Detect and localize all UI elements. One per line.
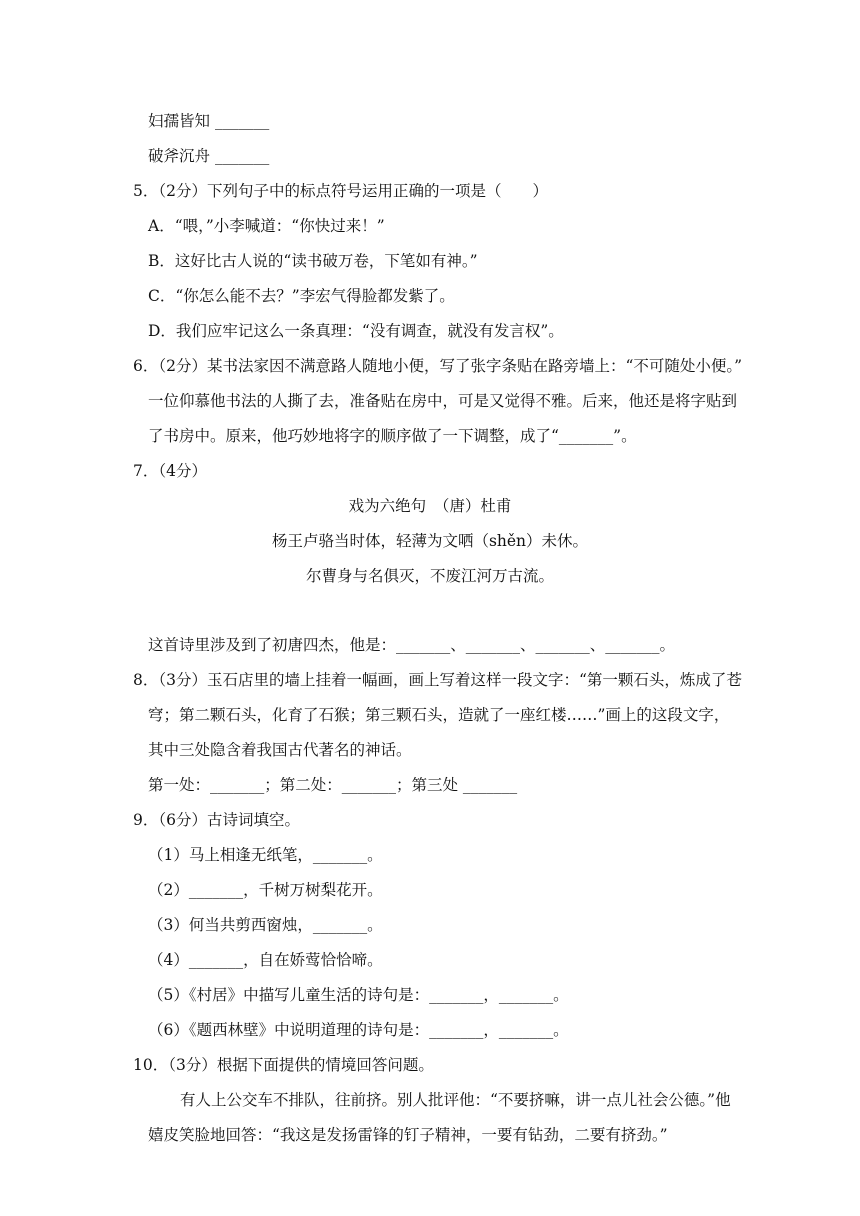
question-8-line: 8．（3分）玉石店里的墙上挂着一幅画，画上写着这样一段文字：“第一颗石头，炼成了苍 (133, 671, 742, 689)
question-9-item: （3）何当共剪西窗烛，_______。 (148, 916, 383, 934)
poem-line: 杨王卢骆当时体，轻薄为文哂（shěn）未休。 (271, 532, 589, 550)
question-6-line: 了书房中。原来，他巧妙地将字的顺序做了一下调整，成了“_______”。 (148, 427, 637, 445)
question-5-option-a: A．“喂，”小李喊道：“你快过来！” (148, 217, 385, 235)
question-5-stem: 5．（2分）下列句子中的标点符号运用正确的一项是（ ） (133, 182, 548, 200)
question-5-option-c: C．“你怎么能不去？”李宏气得脸都发紫了。 (148, 287, 455, 305)
question-8-line: 其中三处隐含着我国古代著名的神话。 (148, 741, 412, 759)
question-8-line: 穹；第二颗石头，化育了石猴；第三颗石头，造就了一座红楼……”画上的这段文字， (148, 706, 730, 724)
question-10-passage-line: 嬉皮笑脸地回答：“我这是发扬雷锋的钉子精神，一要有钻劲，二要有挤劲。” (148, 1126, 668, 1144)
answer-blank: _______ (214, 112, 270, 130)
question-9-item: （6）《题西林壁》中说明道理的诗句是：_______，_______。 (148, 1021, 569, 1039)
idiom-text: 破斧沉舟 (148, 147, 211, 165)
question-9-item: （2）_______，千树万树梨花开。 (148, 881, 383, 899)
question-7-stem: 7．（4分） (133, 462, 207, 480)
question-9-item: （1）马上相逢无纸笔，_______。 (148, 846, 383, 864)
question-7-prompt: 这首诗里涉及到了初唐四杰，他是：_______、_______、_______、_______。 (148, 636, 676, 654)
question-9-item: （4）_______，自在娇莺恰恰啼。 (148, 951, 383, 969)
idiom-item (148, 111, 269, 131)
question-9-stem: 9．（6分）古诗词填空。 (133, 811, 300, 829)
answer-blank: _______ (214, 147, 270, 165)
poem-title: 戏为六绝句 （唐）杜甫 (348, 497, 512, 515)
question-10-stem: 10．（3分）根据下面提供的情境回答问题。 (133, 1056, 434, 1074)
question-6-line: 6．（2分）某书法家因不满意路人随地小便，写了张字条贴在路旁墙上：“不可随处小便。” (133, 357, 743, 375)
question-9-item: （5）《村居》中描写儿童生活的诗句是：_______，_______。 (148, 986, 569, 1004)
question-8-answer-line: 第一处：_______；第二处：_______；第三处 _______ (148, 776, 518, 794)
question-5-option-b: B．这好比古人说的“读书破万卷，下笔如有神。” (148, 252, 478, 270)
question-10-passage-line: 有人上公交车不排队，往前挤。别人批评他：“不要挤嘛，讲一点儿社会公德。”他 (180, 1091, 731, 1109)
question-5-option-d: D．我们应牢记这么一条真理：“没有调查，就没有发言权”。 (148, 322, 564, 340)
idiom-item (148, 146, 269, 166)
idiom-text: 妇孺皆知 (148, 112, 211, 130)
poem-line: 尔曹身与名俱灭，不废江河万古流。 (305, 567, 554, 585)
question-6-line: 一位仰慕他书法的人撕了去，准备贴在房中，可是又觉得不雅。后来，他还是将字贴到 (148, 392, 738, 410)
